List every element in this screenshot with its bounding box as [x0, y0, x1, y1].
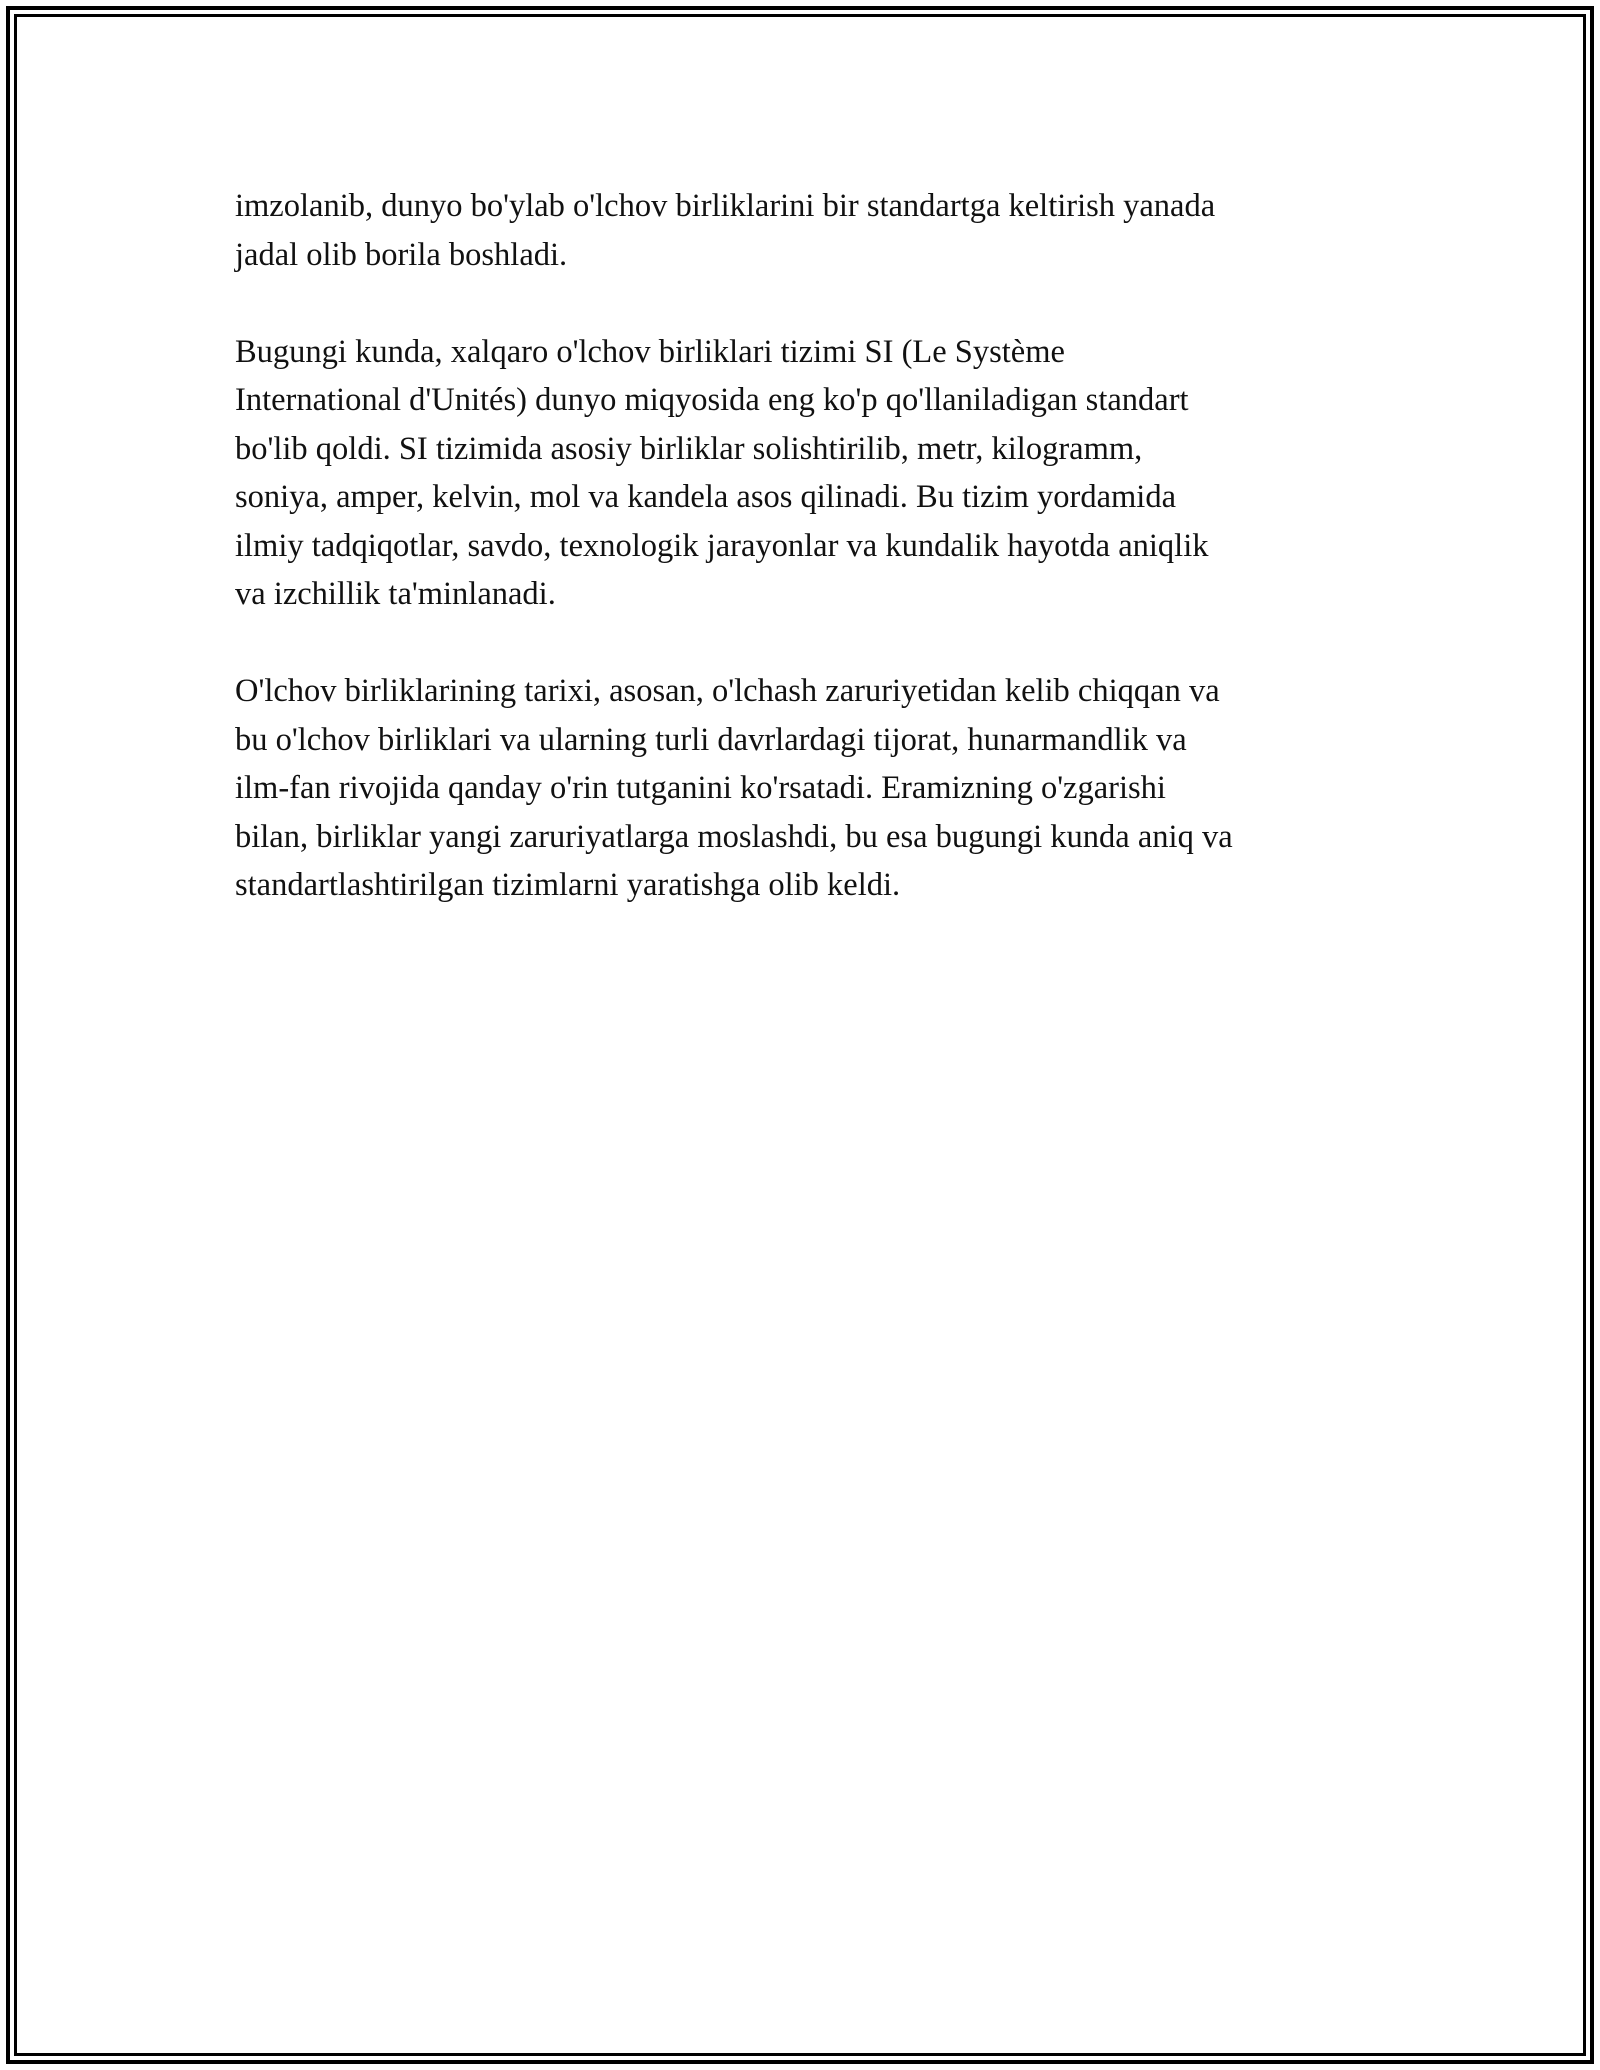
text-line: jadal olib borila boshladi. [235, 236, 568, 273]
paragraph-2 [235, 328, 1375, 619]
text-line: bo'lib qoldi. SI tizimida asosiy birliklar solishtirilib, metr, kilogramm, [235, 430, 1143, 467]
text-line: O'lchov birliklarining tarixi, asosan, o'lchash zaruriyetidan kelib chiqqan va [235, 673, 1220, 709]
text-line: Bugungi kunda, xalqaro o'lchov birliklari tizimi SI (Le Système [235, 333, 1065, 370]
text-line: va izchillik ta'minlanadi. [235, 576, 556, 612]
paragraph-3 [235, 667, 1375, 910]
paragraph-1 [235, 182, 1375, 279]
text-line: standartlashtirilgan tizimlarni yaratishga olib keldi. [235, 867, 901, 903]
text-line: imzolanib, dunyo bo'ylab o'lchov birliklarini bir standartga keltirish yanada [235, 188, 1216, 224]
text-line: ilmiy tadqiqotlar, savdo, texnologik jarayonlar va kundalik hayotda aniqlik [235, 527, 1209, 564]
document-body [235, 182, 1375, 958]
text-line: ilm-fan rivojida qanday o'rin tutganini ko'rsatadi. Eramizning o'zgarishi [235, 770, 1166, 806]
text-line: bu o'lchov birliklari va ularning turli davrlardagi tijorat, hunarmandlik va [235, 721, 1187, 758]
text-line: bilan, birliklar yangi zaruriyatlarga moslashdi, bu esa bugungi kunda aniq va [235, 818, 1233, 855]
text-line: International d'Unités) dunyo miqyosida eng ko'p qo'llaniladigan standart [235, 382, 1189, 418]
text-line: soniya, amper, kelvin, mol va kandela asos qilinadi. Bu tizim yordamida [235, 479, 1176, 515]
